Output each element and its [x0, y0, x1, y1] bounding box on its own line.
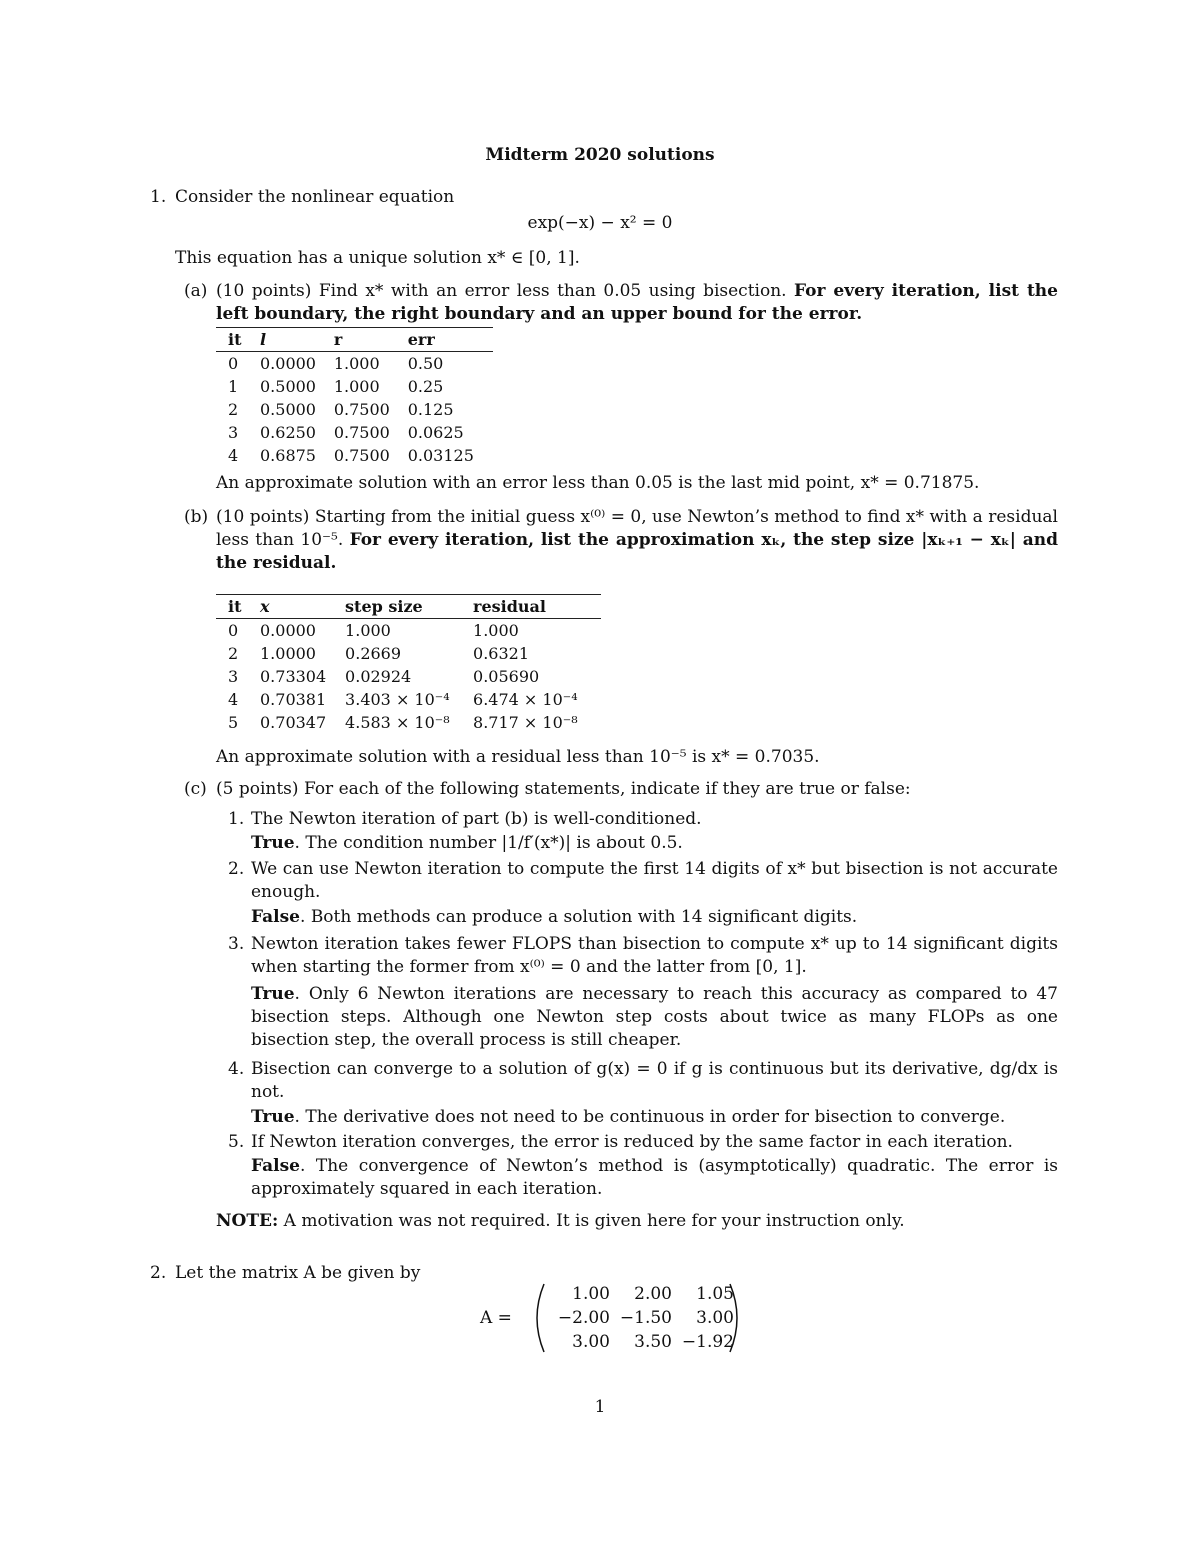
table-cell: 1.000	[473, 621, 519, 640]
statement-answer: False. Both methods can produce a solution with 14 significant digits.	[251, 907, 858, 927]
part-a-prompt	[216, 280, 1058, 326]
page-title: Midterm 2020 solutions	[485, 145, 715, 165]
explanation: The condition number |1/f′(x*)| is about 0.5.	[305, 833, 683, 853]
matrix-cell: −2.00	[557, 1308, 610, 1328]
table-row	[216, 421, 493, 444]
verdict: True	[251, 1107, 295, 1127]
table-cell: 0.5000	[260, 400, 316, 419]
table-cell: 0.50	[407, 354, 444, 373]
table-cell: 0.03125	[407, 446, 474, 465]
matrix-cell: 1.00	[572, 1284, 610, 1304]
b-header-cell: it	[216, 595, 260, 619]
table-cell: 0.6875	[260, 446, 316, 465]
question-1-uniqueness: This equation has a unique solution x* ∈ [0, 1].	[175, 248, 580, 268]
part-b-prompt-text: (10 points) Starting from the initial guess x⁽⁰⁾ = 0, use Newton’s method to find x* with a residual less than 10⁻⁵.	[216, 507, 1058, 550]
question-1-equation: exp(−x) − x² = 0	[527, 213, 673, 233]
table-cell: 0.2669	[345, 644, 402, 663]
newton-table	[216, 594, 601, 734]
b-header-cell: residual	[473, 595, 601, 619]
matrix-name: A =	[480, 1308, 512, 1328]
verdict: False	[251, 907, 300, 927]
part-c-prompt: (5 points) For each of the following statements, indicate if they are true or false:	[216, 779, 911, 799]
statement-answer: True. Only 6 Newton iterations are necessary to reach this accuracy as compared to 47 bisection steps. Although one Newton step costs about twice as many FLOPs as one bisection step, the overall process is still cheaper.	[251, 984, 1058, 1050]
table-cell: 0.5000	[260, 377, 316, 396]
table-row	[216, 688, 601, 711]
table-row	[216, 642, 601, 665]
table-cell: 0.6250	[260, 423, 316, 442]
table-cell: 0	[228, 354, 239, 373]
table-row	[216, 398, 493, 421]
part-b-prompt-bold: For every iteration, list the approximation xₖ, the step size |xₖ₊₁ − xₖ| and the residual.	[216, 530, 1058, 573]
table-cell: 0.02924	[345, 667, 412, 686]
statement-answer: True. The condition number |1/f′(x*)| is about 0.5.	[251, 833, 683, 853]
part-b-prompt	[216, 506, 1058, 575]
matrix-cell: −1.50	[619, 1308, 672, 1328]
matrix-cell: 3.50	[634, 1332, 672, 1352]
question-2-intro: Let the matrix A be given by	[175, 1263, 421, 1283]
explanation: Only 6 Newton iterations are necessary to reach this accuracy as compared to 47 bisection steps. Although one Newton step costs about twice as many FLOPs as one bisection step, the overall process is still cheaper.	[251, 984, 1058, 1050]
table-cell: 0.0000	[260, 354, 316, 373]
table-row	[216, 352, 493, 376]
a-header-cell: err	[408, 328, 493, 352]
verdict: False	[251, 1156, 300, 1176]
a-header-cell: r	[334, 328, 408, 352]
table-cell: 0.05690	[473, 667, 540, 686]
question-1-intro: Consider the nonlinear equation	[175, 187, 455, 207]
table-cell: 3	[228, 667, 239, 686]
b-header-cell: x	[260, 595, 345, 619]
table-cell: 0.25	[407, 377, 444, 396]
part-b-label: (b)	[184, 507, 209, 527]
statement-number: 3.	[228, 934, 245, 954]
table-cell: 0.70381	[260, 690, 327, 709]
a-header-cell: it	[216, 328, 260, 352]
statement-answer: True. The derivative does not need to be continuous in order for bisection to converge.	[251, 1107, 1006, 1127]
table-cell: 1.000	[345, 621, 391, 640]
table-row	[216, 444, 493, 467]
statement-number: 4.	[228, 1059, 245, 1079]
statement-text: We can use Newton iteration to compute the first 14 digits of x* but bisection is not accurate enough.	[251, 859, 1058, 902]
table-cell: 0.70347	[260, 713, 327, 732]
a-header-cell: l	[260, 328, 334, 352]
explanation: The derivative does not need to be continuous in order for bisection to converge.	[305, 1107, 1006, 1127]
table-cell: 3	[228, 423, 239, 442]
question-2-number: 2.	[150, 1263, 167, 1283]
table-cell: 2	[228, 644, 239, 663]
table-cell: 0.7500	[333, 446, 390, 465]
statement-text: The Newton iteration of part (b) is well-conditioned.	[251, 809, 702, 829]
question-1-number: 1.	[150, 187, 167, 207]
statement-number: 1.	[228, 809, 245, 829]
explanation: Both methods can produce a solution with 14 significant digits.	[310, 907, 858, 927]
table-cell: 8.717 × 10⁻⁸	[473, 713, 578, 732]
table-cell: 0.7500	[333, 423, 390, 442]
table-cell: 2	[228, 400, 239, 419]
table-cell: 4	[228, 446, 239, 465]
statement-text: Bisection can converge to a solution of g(x) = 0 if g is continuous but its derivative, dg/dx is not.	[251, 1059, 1058, 1102]
table-cell: 0.125	[407, 400, 454, 419]
matrix-cell: −1.92	[681, 1332, 734, 1352]
part-a-label: (a)	[184, 281, 208, 301]
table-row	[216, 375, 493, 398]
table-cell: 3.403 × 10⁻⁴	[345, 690, 450, 709]
table-cell: 0.73304	[260, 667, 327, 686]
statement-text: Newton iteration takes fewer FLOPS than bisection to compute x* up to 14 significant digits when starting the former from x⁽⁰⁾ = 0 and the latter from [0, 1].	[251, 934, 1058, 977]
matrix-cell: 3.00	[696, 1308, 734, 1328]
table-cell: 0.0625	[407, 423, 464, 442]
part-b-conclusion: An approximate solution with a residual less than 10⁻⁵ is x* = 0.7035.	[216, 747, 820, 767]
note-text: A motivation was not required. It is given here for your instruction only.	[283, 1211, 905, 1231]
table-cell: 0	[228, 621, 239, 640]
table-row	[216, 711, 601, 734]
matrix-cell: 1.05	[696, 1284, 734, 1304]
statement-answer: False. The convergence of Newton’s method is (asymptotically) quadratic. The error is approximately squared in each iteration.	[251, 1156, 1058, 1199]
table-row	[216, 665, 601, 688]
table-cell: 1.000	[333, 354, 380, 373]
table-cell: 4.583 × 10⁻⁸	[345, 713, 450, 732]
table-row	[216, 619, 601, 643]
table-cell: 1.0000	[260, 644, 316, 663]
verdict: True	[251, 833, 295, 853]
part-c-label: (c)	[184, 779, 207, 799]
page-number: 1	[594, 1397, 606, 1417]
table-cell: 0.0000	[260, 621, 316, 640]
table-cell: 6.474 × 10⁻⁴	[473, 690, 578, 709]
part-a-conclusion: An approximate solution with an error less than 0.05 is the last mid point, x* = 0.71875.	[216, 473, 980, 493]
bisection-table	[216, 327, 493, 467]
table-cell: 1.000	[333, 377, 380, 396]
note	[216, 1210, 905, 1233]
b-header-cell: step size	[345, 595, 473, 619]
statement-number: 2.	[228, 859, 245, 879]
matrix-cell: 2.00	[634, 1284, 672, 1304]
table-cell: 5	[228, 713, 239, 732]
matrix-A	[480, 1282, 760, 1354]
table-cell: 0.7500	[333, 400, 390, 419]
matrix-cell: 3.00	[572, 1332, 610, 1352]
note-label: NOTE:	[216, 1211, 279, 1231]
part-a-prompt-text: (10 points) Find x* with an error less than 0.05 using bisection.	[216, 281, 787, 301]
part-a-prompt-bold: For every iteration, list the left boundary, the right boundary and an upper bound for the error.	[216, 281, 1058, 324]
explanation: The convergence of Newton’s method is (asymptotically) quadratic. The error is approximately squared in each iteration.	[251, 1156, 1058, 1199]
table-cell: 0.6321	[473, 644, 529, 663]
table-cell: 1	[228, 377, 239, 396]
verdict: True	[251, 984, 295, 1004]
statement-text: If Newton iteration converges, the error is reduced by the same factor in each iteration.	[251, 1132, 1013, 1152]
statement-number: 5.	[228, 1132, 245, 1152]
table-cell: 4	[228, 690, 239, 709]
